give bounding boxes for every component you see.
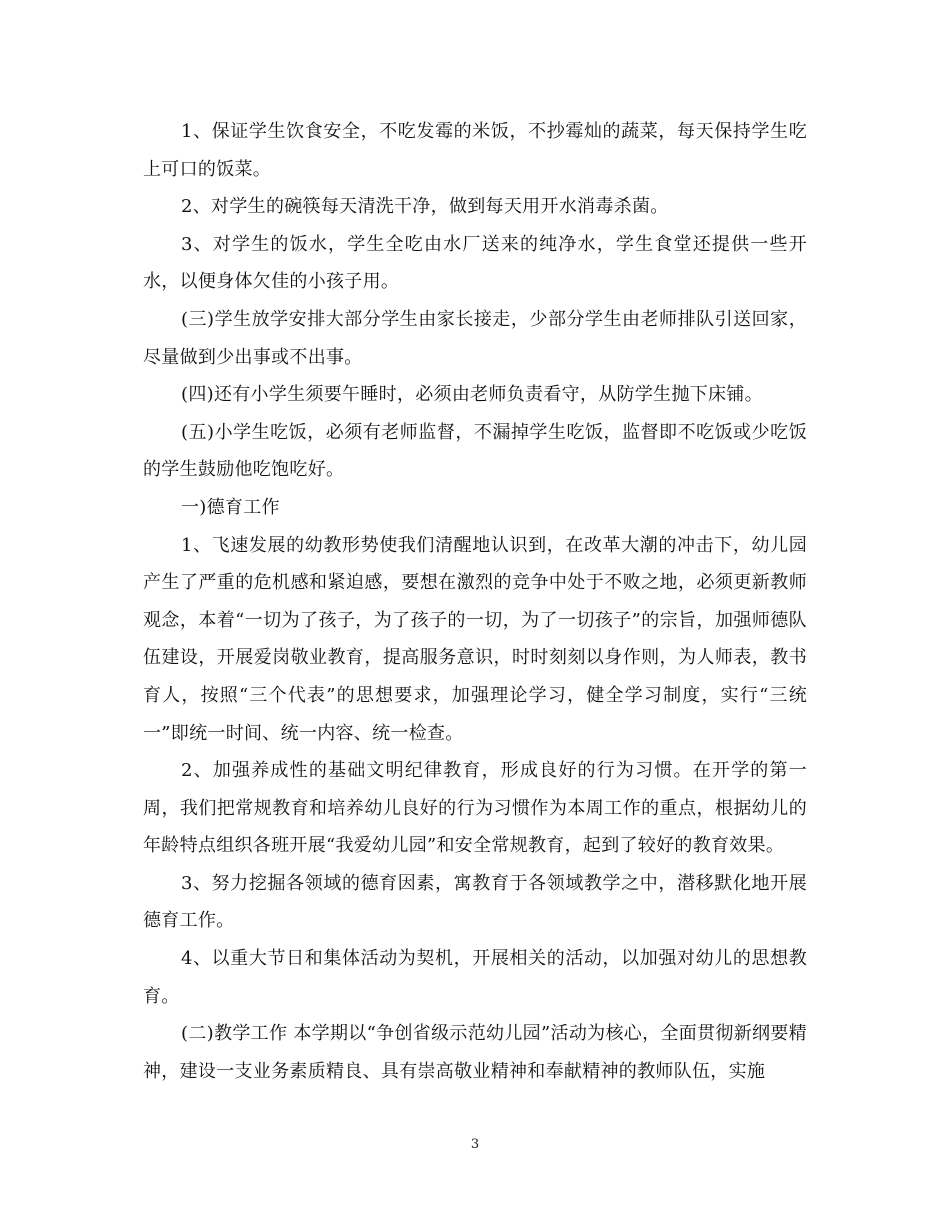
paragraph-nap-supervision: (四)还有小学生须要午睡时，必须由老师负责看守，从防学生抛下床铺。	[181, 384, 763, 406]
paragraph-habit-education: 2、加强养成性的基础文明纪律教育，形成良好的行为习惯。在开学的第一周，我们把常规教育和培养幼儿良好的行为习惯作为本周工作的重点，根据幼儿的年龄特点组织各班开展“我爱幼儿园”和安全常规教育，起到了较好的教育效果。	[143, 760, 807, 857]
paragraph-festival-activities: 4、以重大节日和集体活动为契机，开展相关的活动，以加强对幼儿的思想教育。	[143, 948, 807, 1007]
page-number: 3	[470, 1137, 480, 1152]
section-heading-moral-education: 一)德育工作	[181, 496, 280, 518]
paragraph-teacher-ethics: 1、飞速发展的幼教形势使我们清醒地认识到，在改革大潮的冲击下，幼儿园产生了严重的危机感和紧迫感，要想在激烈的竞争中处于不败之地，必须更新教师观念，本着“一切为了孩子，为了孩子的一切，为了一切孩子”的宗旨，加强师德队伍建设，开展爱岗敬业教育，提高服务意识，时时刻刻以身作则，为人师表，教书育人，按照“三个代表”的思想要求，加强理论学习，健全学习制度，实行“三统一”即统一时间、统一内容、统一检查。	[143, 534, 807, 744]
paragraph-dismissal: (三)学生放学安排大部分学生由家长接走，少部分学生由老师排队引送回家，尽量做到少出事或不出事。	[143, 308, 807, 368]
paragraph-food-safety: 1、保证学生饮食安全，不吃发霉的米饭，不抄霉灿的蔬菜，每天保持学生吃上可口的饭菜。	[143, 121, 807, 180]
paragraph-dish-cleaning: 2、对学生的碗筷每天清洗干净，做到每天用开水消毒杀菌。	[181, 196, 669, 218]
paragraph-teaching-work: (二)教学工作 本学期以“争创省级示范幼儿园”活动为核心，全面贯彻新纲要精神，建设一支业务素质精良、具有崇高敬业精神和奉献精神的教师队伍，实施	[143, 1023, 807, 1082]
paragraph-moral-factors: 3、努力挖掘各领域的德育因素，寓教育于各领域教学之中，潜移默化地开展德育工作。	[143, 872, 807, 932]
paragraph-meal-supervision: (五)小学生吃饭，必须有老师监督，不漏掉学生吃饭，监督即不吃饭或少吃饭的学生鼓励他吃饱吃好。	[143, 421, 807, 481]
document-body	[143, 113, 807, 1090]
paragraph-drinking-water: 3、对学生的饭水，学生全吃由水厂送来的纯净水，学生食堂还提供一些开水，以便身体欠佳的小孩子用。	[143, 233, 807, 293]
